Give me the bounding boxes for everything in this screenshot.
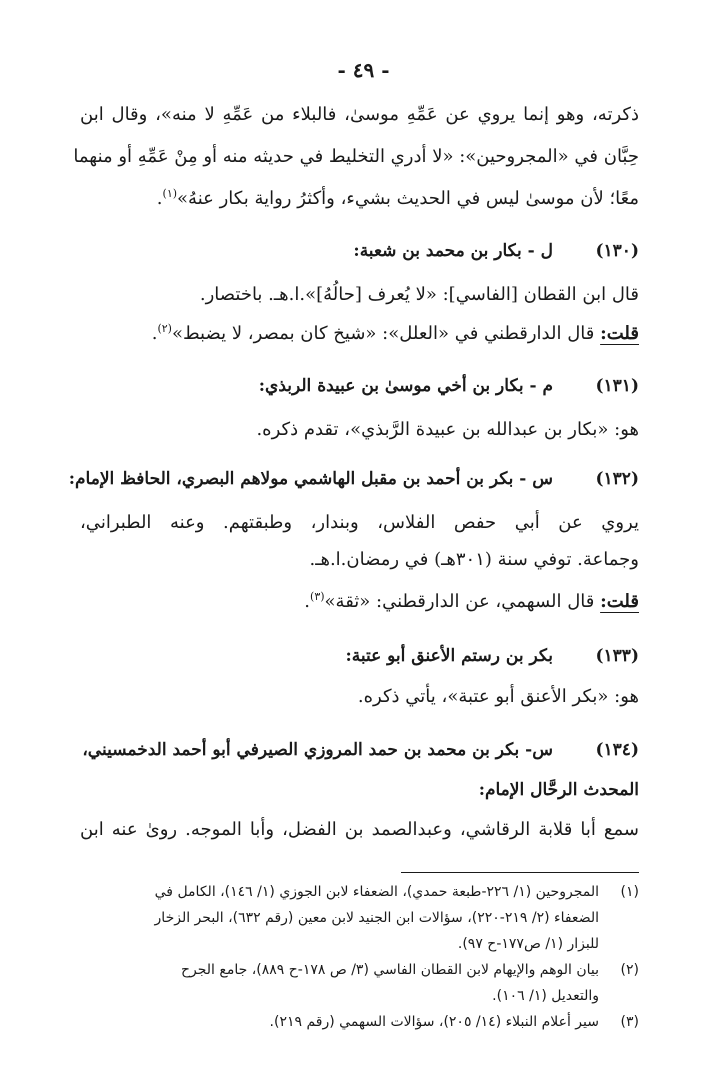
entry-130-line-2: قلت: قال الدارقطني في «العلل»: «شيخ كان بمصر، لا يضبط»$^{(٢)}$.: [151, 322, 639, 344]
entry-134-number: (١٣٤): [595, 740, 639, 760]
footnote-1-number: (١): [620, 884, 639, 900]
entry-133-number: (١٣٣): [595, 646, 639, 666]
intro-line-3-text: معًا؛ لأن موسىٰ ليس في الحديث بشيء، وأكثرُ رواية بكار عنهُ»: [177, 188, 639, 209]
entry-134-title-line-2: المحدث الرحَّال الإمام:: [478, 780, 639, 800]
footnote-1-line-2: الضعفاء (٢/ ٢١٩-٢٢٠)، سؤالات ابن الجنيد لابن معين (رقم ٦٣٢)، البحر الزخار: [154, 910, 599, 926]
entry-132-line-3: قلت: قال السهمي، عن الدارقطني: «ثقة»$^{(٣)}$.: [304, 590, 639, 612]
entry-134-line-1: سمع أبا قلابة الرقاشي، وعبدالصمد بن الفضل، وأبا الموجه. روىٰ عنه ابن: [80, 819, 639, 840]
entry-132-title: س - بكر بن أحمد بن مقبل الهاشمي مولاهم البصري، الحافظ الإمام:: [68, 469, 553, 489]
intro-line-1: ذكرته، وهو إنما يروي عن عَمِّهِ موسىٰ، فالبلاء من عَمِّهِ لا منه»، وقال ابن: [80, 104, 639, 125]
footnote-2-line-2: والتعديل (١/ ١٠٦).: [492, 988, 599, 1004]
entry-130-title: ل - بكار بن محمد بن شعبة:: [353, 241, 553, 261]
intro-line-2: حِبَّان في «المجروحين»: «لا أدري التخليط في حديثه منه أو مِنْ عَمِّهِ أو منهما: [73, 146, 639, 167]
entry-130-number: (١٣٠): [595, 241, 639, 261]
footnote-3-text: سير أعلام النبلاء (١٤/ ٢٠٥)، سؤالات السهمي (رقم ٢١٩).: [269, 1014, 599, 1030]
footnote-2-text: بيان الوهم والإيهام لابن القطان الفاسي (٣/ ص ١٧٨-ح ٨٨٩)، جامع الجرح: [180, 962, 599, 978]
page-number: - ٤٩ -: [337, 58, 390, 82]
qult-label: قلت:: [600, 323, 639, 344]
entry-130-line-1: قال ابن القطان [الفاسي]: «لا يُعرف [حالُهُ]».ا.هـ. باختصار.: [199, 284, 639, 305]
footnote-separator: [401, 872, 639, 873]
entry-132-line-1: يروي عن أبي حفص الفلاس، وبندار، وطبقتهم. وعنه الطبراني،: [80, 512, 639, 533]
entry-131-line-1: هو: «بكار بن عبدالله بن عبيدة الرَّبذي»، تقدم ذكره.: [256, 419, 639, 440]
entry-132-line-3-text: قال السهمي، عن الدارقطني: «ثقة»: [324, 591, 601, 612]
footnote-ref-3: (٣): [310, 590, 325, 603]
footnote-ref-1: (١): [162, 187, 178, 200]
entry-131-title: م - بكار بن أخي موسىٰ بن عبيدة الربذي:: [258, 376, 553, 396]
footnote-2-number: (٢): [620, 962, 639, 978]
footnote-1-text: المجروحين (١/ ٢٢٦-طبعة حمدي)، الضعفاء لابن الجوزي (١/ ١٤٦)، الكامل في: [154, 884, 599, 900]
entry-132-number: (١٣٢): [595, 469, 639, 489]
qult-label: قلت:: [600, 591, 639, 612]
footnote-1-line-3: للبزار (١/ ص١٧٧-ح ٩٧).: [457, 936, 599, 952]
entry-134-title: س- بكر بن محمد بن حمد المروزي الصيرفي أبو أحمد الدخمسيني،: [82, 740, 553, 760]
footnote-3-number: (٣): [620, 1014, 639, 1030]
entry-133-line-1: هو: «بكر الأعنق أبو عتبة»، يأتي ذكره.: [357, 686, 639, 707]
entry-130-line-2-text: قال الدارقطني في «العلل»: «شيخ كان بمصر، لا يضبط»: [171, 323, 601, 344]
intro-line-3: معًا؛ لأن موسىٰ ليس في الحديث بشيء، وأكثرُ رواية بكار عنهُ»$^{(١)}$.: [156, 187, 639, 209]
entry-132-line-2: وجماعة. توفي سنة (٣٠١هـ) في رمضان.ا.هـ.: [309, 549, 639, 570]
footnote-ref-2: (٢): [157, 322, 172, 335]
entry-133-title: بكر بن رستم الأعنق أبو عتبة:: [345, 646, 553, 666]
entry-131-number: (١٣١): [595, 376, 639, 396]
